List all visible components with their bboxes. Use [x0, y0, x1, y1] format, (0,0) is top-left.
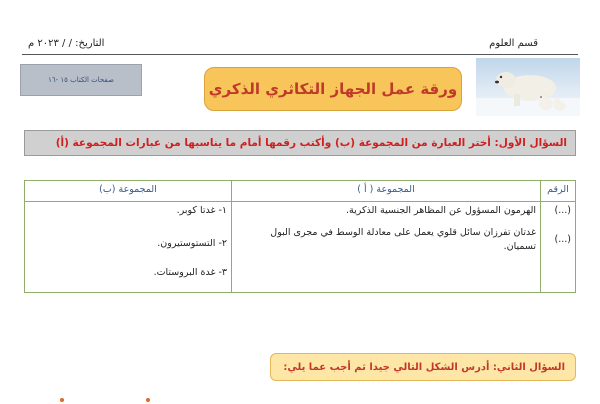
figure-dot	[146, 398, 150, 402]
department-label: قسم العلوم	[489, 38, 538, 49]
matching-table	[24, 180, 576, 293]
question-2-heading	[270, 353, 576, 381]
figure-dot	[60, 398, 64, 402]
row-3-b: ٣- غدة البروستات.	[153, 267, 227, 278]
date-line: التاريخ: / / ٢٠٢٣ م	[28, 38, 105, 49]
row-1-b: ١- غدتا كوبر.	[176, 205, 227, 216]
question-1-heading	[24, 130, 576, 156]
header-group-b: المجموعة (ب)	[25, 181, 232, 202]
book-pages-label: صفحات الكتاب ١٥ -١٦	[48, 76, 114, 84]
table-header-row	[25, 181, 576, 202]
group-b-cell	[25, 202, 232, 293]
header-divider	[22, 54, 578, 55]
row-2-b: ٢- التستوستيرون.	[157, 238, 227, 249]
worksheet-title-box	[204, 67, 462, 111]
question-1-text: السؤال الأول: أختر العبارة من المجموعة (ب) وأكتب رقمها أمام ما يناسبها من عبارات المجموعة (أ)	[55, 137, 567, 149]
row-1-a: الهرمون المسؤول عن المظاهر الجنسية الذكرية.	[346, 205, 536, 216]
worksheet-title: ورقة عمل الجهاز التكاثري الذكري	[208, 80, 458, 98]
question-2-text: السؤال الثاني: أدرس الشكل التالي جيدا ثم أجب عما يلي:	[283, 361, 565, 373]
num-cell	[541, 202, 576, 293]
row-2-a: غدتان تفرزان سائل قلوي يعمل على معادلة الوسط في مجرى البول تسميان.	[270, 227, 536, 252]
polar-bear-image	[476, 58, 580, 116]
polar-bear-photo	[476, 58, 580, 116]
header-num: الرقم	[541, 181, 576, 202]
row-2-num[interactable]: (...)	[554, 234, 571, 245]
book-pages-box	[20, 64, 142, 96]
table-body-row	[25, 202, 576, 293]
row-1-num[interactable]: (...)	[554, 205, 571, 216]
header-group-a: المجموعة ( أ )	[232, 181, 541, 202]
group-a-cell	[232, 202, 541, 293]
